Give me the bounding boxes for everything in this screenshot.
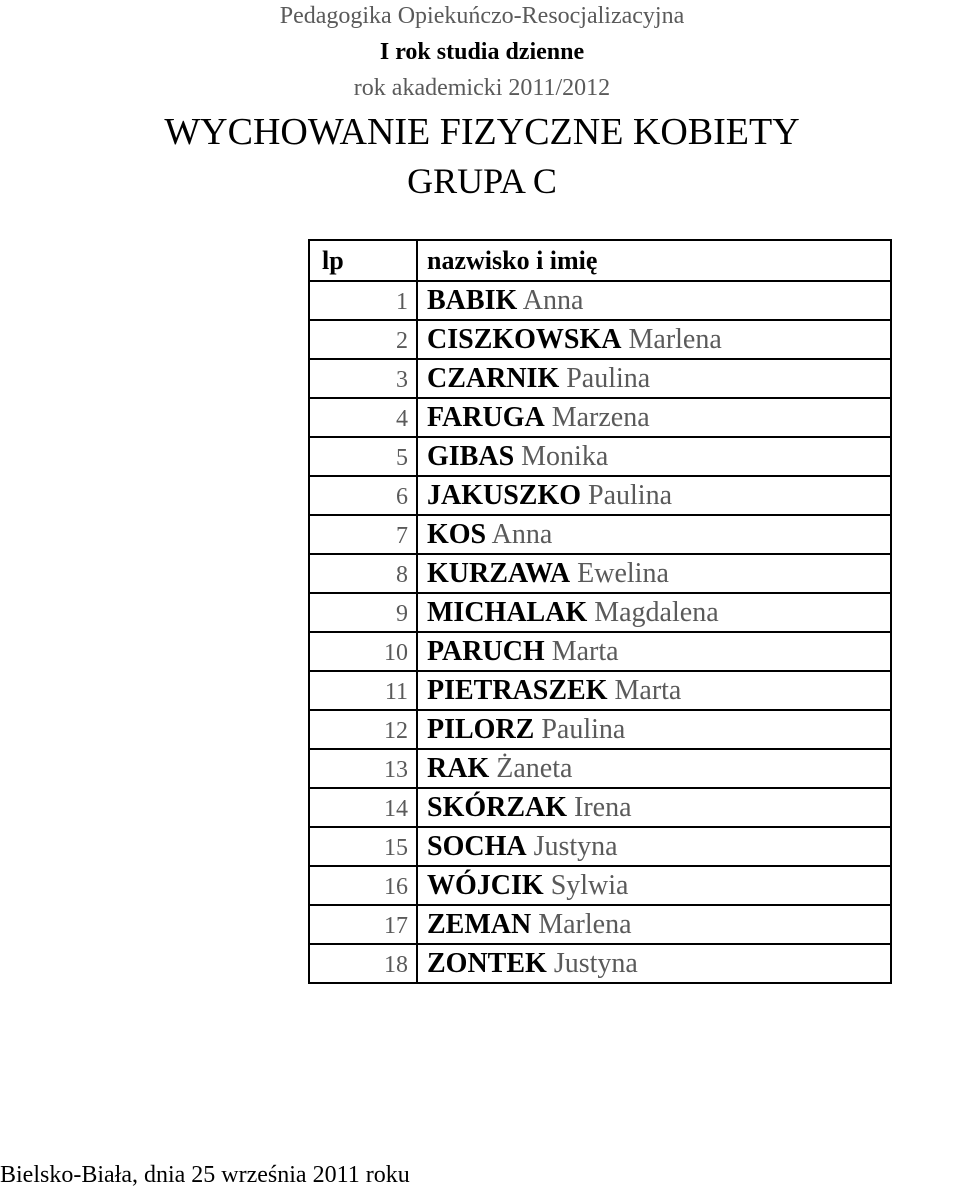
table-row: [309, 554, 891, 593]
row-number: 3: [396, 366, 408, 393]
table-row: [309, 398, 891, 437]
table-row: [309, 749, 891, 788]
row-number: 18: [384, 951, 408, 978]
row-number: 5: [396, 444, 408, 471]
row-number-cell: [309, 788, 417, 827]
column-header-lp: lp: [309, 240, 417, 281]
row-number-cell: [309, 827, 417, 866]
row-number-cell: [309, 320, 417, 359]
student-name-cell: [417, 749, 891, 788]
table-row: [309, 827, 891, 866]
student-name-cell: [417, 710, 891, 749]
table-row: [309, 866, 891, 905]
row-number-cell: [309, 593, 417, 632]
student-surname: RAK: [427, 752, 490, 784]
student-first-name: Anna: [522, 284, 584, 316]
row-number-cell: [309, 476, 417, 515]
student-surname: CISZKOWSKA: [427, 323, 622, 355]
student-name-cell: [417, 905, 891, 944]
table-row: [309, 632, 891, 671]
row-number: 14: [384, 795, 408, 822]
row-number-cell: [309, 671, 417, 710]
row-number-cell: [309, 944, 417, 983]
student-surname: PILORZ: [427, 713, 535, 745]
place-date-footer: Bielsko-Biała, dnia 25 września 2011 roku: [0, 1162, 410, 1188]
student-surname: WÓJCIK: [427, 869, 544, 901]
row-number-cell: [309, 437, 417, 476]
table-row: [309, 944, 891, 983]
student-surname: MICHALAK: [427, 596, 588, 628]
study-year: I rok studia dzienne: [379, 39, 585, 65]
row-number-cell: [309, 281, 417, 320]
row-number-cell: [309, 710, 417, 749]
row-number: 1: [396, 288, 408, 315]
student-surname: BABIK: [427, 284, 518, 316]
student-first-name: Paulina: [566, 362, 651, 394]
row-number: 7: [396, 522, 408, 549]
student-first-name: Marta: [614, 674, 682, 706]
row-number: 8: [396, 561, 408, 588]
row-number: 4: [396, 405, 408, 432]
student-surname: KURZAWA: [427, 557, 571, 589]
student-first-name: Marlena: [628, 323, 722, 355]
student-name-cell: [417, 671, 891, 710]
table-row: [309, 710, 891, 749]
table-row: [309, 437, 891, 476]
table-row: [309, 593, 891, 632]
row-number: 6: [396, 483, 408, 510]
row-number-cell: [309, 554, 417, 593]
row-number: 17: [384, 912, 408, 939]
student-first-name: Marta: [551, 635, 619, 667]
student-surname: PARUCH: [427, 635, 545, 667]
student-surname: JAKUSZKO: [427, 479, 582, 511]
table-row: [309, 281, 891, 320]
student-name-cell: [417, 788, 891, 827]
row-number-cell: [309, 632, 417, 671]
student-name-cell: [417, 554, 891, 593]
student-name-cell: [417, 320, 891, 359]
student-surname: PIETRASZEK: [427, 674, 608, 706]
student-surname: KOS: [427, 518, 487, 550]
student-surname: SOCHA: [427, 830, 527, 862]
student-surname: CZARNIK: [427, 362, 560, 394]
student-first-name: Marlena: [538, 908, 632, 940]
student-first-name: Marzena: [551, 401, 650, 433]
student-surname: FARUGA: [427, 401, 545, 433]
student-first-name: Anna: [491, 518, 553, 550]
row-number: 12: [384, 717, 408, 744]
student-name-cell: [417, 515, 891, 554]
academic-year: rok akademicki 2011/2012: [353, 75, 611, 101]
row-number-cell: [309, 515, 417, 554]
student-name-cell: [417, 398, 891, 437]
row-number: 16: [384, 873, 408, 900]
roster-body: [309, 240, 891, 983]
table-header-row: [309, 240, 891, 281]
table-row: [309, 476, 891, 515]
student-first-name: Paulina: [541, 713, 626, 745]
row-number: 11: [384, 678, 408, 705]
row-number-cell: [309, 398, 417, 437]
table-row: [309, 671, 891, 710]
column-header-name: nazwisko i imię: [417, 240, 891, 281]
row-number: 15: [384, 834, 408, 861]
student-first-name: Żaneta: [496, 752, 573, 784]
row-number-cell: [309, 866, 417, 905]
row-number-cell: [309, 749, 417, 788]
student-name-cell: [417, 827, 891, 866]
table-row: [309, 515, 891, 554]
row-number-cell: [309, 905, 417, 944]
row-number-cell: [309, 359, 417, 398]
student-first-name: Paulina: [588, 479, 673, 511]
student-name-cell: [417, 944, 891, 983]
student-name-cell: [417, 476, 891, 515]
row-number: 9: [396, 600, 408, 627]
student-name-cell: [417, 281, 891, 320]
table-row: [309, 359, 891, 398]
student-roster-table: [308, 239, 892, 984]
table-row: [309, 788, 891, 827]
student-surname: ZEMAN: [427, 908, 532, 940]
student-name-cell: [417, 437, 891, 476]
student-first-name: Sylwia: [550, 869, 629, 901]
student-first-name: Justyna: [533, 830, 618, 862]
student-first-name: Magdalena: [594, 596, 719, 628]
student-name-cell: [417, 593, 891, 632]
course-title: WYCHOWANIE FIZYCZNE KOBIETY: [164, 111, 800, 153]
row-number: 10: [384, 639, 408, 666]
student-first-name: Monika: [521, 440, 609, 472]
student-surname: SKÓRZAK: [427, 791, 568, 823]
table-row: [309, 320, 891, 359]
student-name-cell: [417, 632, 891, 671]
student-first-name: Irena: [574, 791, 632, 823]
student-surname: GIBAS: [427, 440, 515, 472]
student-first-name: Ewelina: [577, 557, 669, 589]
faculty-title: Pedagogika Opiekuńczo-Resocjalizacyjna: [279, 3, 685, 29]
group-title: GRUPA C: [407, 161, 557, 201]
student-name-cell: [417, 359, 891, 398]
student-name-cell: [417, 866, 891, 905]
row-number: 13: [384, 756, 408, 783]
student-surname: ZONTEK: [427, 947, 547, 979]
student-first-name: Justyna: [553, 947, 638, 979]
row-number: 2: [396, 327, 408, 354]
table-row: [309, 905, 891, 944]
